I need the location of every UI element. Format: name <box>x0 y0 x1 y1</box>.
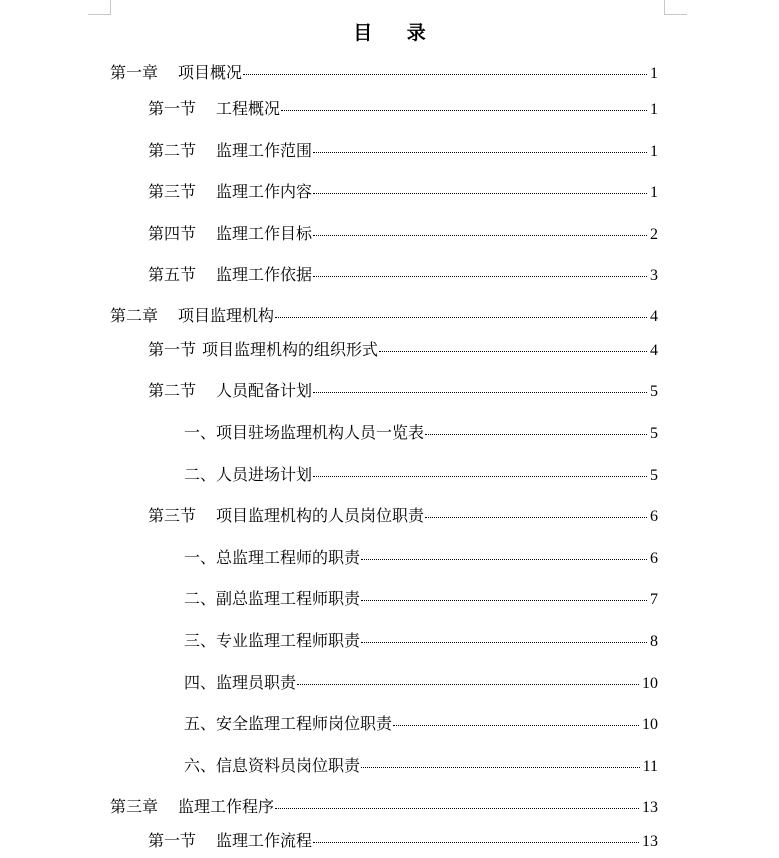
toc-dot-leader <box>275 317 647 318</box>
toc-dot-leader <box>361 767 640 768</box>
toc-entry-title: 项目监理机构的组织形式 <box>202 340 379 359</box>
toc-entry[interactable] <box>148 141 658 162</box>
toc-entry[interactable] <box>184 589 658 610</box>
toc-entry-number: 第一章 <box>110 63 159 82</box>
page-corner-mark-left <box>88 0 111 15</box>
toc-entry[interactable] <box>110 306 658 327</box>
toc-entry-title: 项目驻场监理机构人员一览表 <box>216 423 425 442</box>
toc-entry[interactable] <box>184 548 658 569</box>
toc-entry-title: 专业监理工程师职责 <box>216 631 361 650</box>
toc-entry-page-number: 8 <box>650 633 658 650</box>
toc-entry[interactable] <box>148 265 658 286</box>
toc-entry-number: 二、 <box>184 465 217 484</box>
toc-entry[interactable] <box>148 831 658 852</box>
toc-entry-title: 安全监理工程师岗位职责 <box>216 714 393 733</box>
toc-entry-page-number: 1 <box>650 101 658 118</box>
toc-entry[interactable] <box>148 182 658 203</box>
toc-entry[interactable] <box>184 673 658 694</box>
toc-dot-leader <box>313 392 647 393</box>
toc-entry-title: 监理工作依据 <box>216 265 313 284</box>
toc-entry-page-number: 13 <box>642 799 658 816</box>
toc-entry-page-number: 5 <box>650 383 658 400</box>
toc-entry-number: 第四节 <box>148 224 197 243</box>
toc-entry-page-number: 1 <box>650 143 658 160</box>
toc-entry[interactable] <box>148 224 658 245</box>
page-corner-mark-right <box>664 0 687 15</box>
toc-dot-leader <box>313 152 647 153</box>
toc-entry[interactable] <box>148 381 658 402</box>
toc-entry-number: 第二节 <box>148 141 197 160</box>
toc-entry-page-number: 11 <box>642 758 658 775</box>
toc-entry[interactable] <box>184 714 658 735</box>
toc-entry-number: 三、 <box>184 631 217 650</box>
toc-entry-number: 六、 <box>184 756 217 775</box>
toc-dot-leader <box>281 110 647 111</box>
toc-entry-page-number: 3 <box>650 267 658 284</box>
toc-dot-leader <box>275 808 639 809</box>
toc-entry-page-number: 5 <box>650 467 658 484</box>
toc-entry-page-number: 1 <box>650 65 658 82</box>
toc-entry-title: 副总监理工程师职责 <box>216 589 361 608</box>
toc-entry-page-number: 5 <box>650 425 658 442</box>
toc-entry-title: 工程概况 <box>216 99 281 118</box>
toc-entry[interactable] <box>148 99 658 120</box>
toc-entry-page-number: 13 <box>642 833 658 850</box>
toc-entry-number: 第三节 <box>148 182 197 201</box>
toc-dot-leader <box>361 600 647 601</box>
toc-dot-leader <box>313 193 647 194</box>
toc-entry-number: 第五节 <box>148 265 197 284</box>
toc-entry[interactable] <box>184 631 658 652</box>
toc-entry-title: 监理工作流程 <box>216 831 313 850</box>
toc-entry[interactable] <box>110 797 658 818</box>
toc-entry-title: 项目监理机构 <box>178 306 275 325</box>
toc-dot-leader <box>313 235 647 236</box>
toc-entry-number: 一、 <box>184 548 217 567</box>
toc-entry-number: 四、 <box>184 673 217 692</box>
toc-entry-page-number: 2 <box>650 226 658 243</box>
toc-entry-title: 人员进场计划 <box>216 465 313 484</box>
toc-entry[interactable] <box>184 465 658 486</box>
toc-entry[interactable] <box>184 756 658 777</box>
toc-dot-leader <box>425 434 647 435</box>
toc-entry-title: 总监理工程师的职责 <box>216 548 361 567</box>
toc-dot-leader <box>313 276 647 277</box>
toc-entry-page-number: 10 <box>642 716 658 733</box>
toc-entry-title: 监理工作程序 <box>178 797 275 816</box>
toc-entry-number: 一、 <box>184 423 217 442</box>
toc-entry-number: 第三章 <box>110 797 159 816</box>
toc-entry-page-number: 4 <box>650 308 658 325</box>
toc-entry-number: 第一节 <box>148 340 197 359</box>
toc-entry-number: 五、 <box>184 714 217 733</box>
toc-entry-number: 第二节 <box>148 381 197 400</box>
toc-entry-page-number: 6 <box>650 508 658 525</box>
toc-entry-number: 第二章 <box>110 306 159 325</box>
toc-entry-page-number: 7 <box>650 591 658 608</box>
toc-dot-leader <box>393 725 639 726</box>
toc-entry-number: 二、 <box>184 589 217 608</box>
toc-dot-leader <box>313 476 647 477</box>
toc-entry-title: 监理工作目标 <box>216 224 313 243</box>
toc-entry-number: 第三节 <box>148 506 197 525</box>
toc-dot-leader <box>361 642 647 643</box>
toc-title: 目 录 <box>353 22 440 44</box>
toc-entry-title: 人员配备计划 <box>216 381 313 400</box>
toc-dot-leader <box>425 517 647 518</box>
toc-dot-leader <box>379 351 647 352</box>
toc-entry-title: 项目概况 <box>178 63 243 82</box>
toc-dot-leader <box>243 74 647 75</box>
toc-entry-page-number: 1 <box>650 184 658 201</box>
toc-dot-leader <box>297 684 639 685</box>
toc-entry-title: 监理工作范围 <box>216 141 313 160</box>
toc-entry[interactable] <box>110 63 658 84</box>
toc-entry[interactable] <box>184 423 658 444</box>
toc-entry[interactable] <box>148 340 658 361</box>
toc-entry-page-number: 10 <box>642 675 658 692</box>
toc-entry-page-number: 6 <box>650 550 658 567</box>
toc-entry-title: 监理员职责 <box>216 673 297 692</box>
toc-entry-page-number: 4 <box>650 342 658 359</box>
toc-entry-title: 监理工作内容 <box>216 182 313 201</box>
toc-entry-number: 第一节 <box>148 99 197 118</box>
toc-dot-leader <box>361 559 647 560</box>
toc-entry-title: 项目监理机构的人员岗位职责 <box>216 506 425 525</box>
toc-entry-number: 第一节 <box>148 831 197 850</box>
toc-entry-title: 信息资料员岗位职责 <box>216 756 361 775</box>
toc-dot-leader <box>313 842 639 843</box>
toc-entry[interactable] <box>148 506 658 527</box>
